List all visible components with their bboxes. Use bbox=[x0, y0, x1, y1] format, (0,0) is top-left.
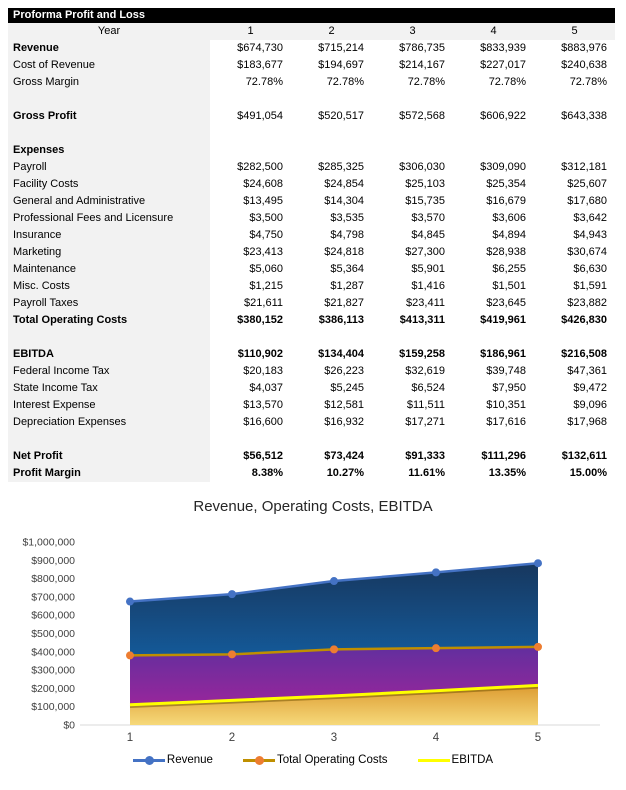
cell bbox=[372, 431, 453, 448]
cell: $282,500 bbox=[210, 159, 291, 176]
cell bbox=[534, 91, 615, 108]
cell: $4,037 bbox=[210, 380, 291, 397]
cell bbox=[372, 329, 453, 346]
chart-title: Revenue, Operating Costs, EBITDA bbox=[193, 498, 433, 515]
cell: $1,215 bbox=[210, 278, 291, 295]
cell bbox=[210, 91, 291, 108]
cell: $30,674 bbox=[534, 244, 615, 261]
cell: $132,611 bbox=[534, 448, 615, 465]
cell: 13.35% bbox=[453, 465, 534, 482]
table-grid bbox=[8, 23, 615, 482]
row-label: Gross Profit bbox=[8, 108, 210, 125]
data-point-marker bbox=[330, 577, 338, 585]
cell: $194,697 bbox=[291, 57, 372, 74]
y-axis-tick-label: $700,000 bbox=[31, 591, 75, 604]
cell: $606,922 bbox=[453, 108, 534, 125]
legend-item-2 bbox=[243, 751, 388, 769]
row-label: Depreciation Expenses bbox=[8, 414, 210, 431]
cell bbox=[210, 431, 291, 448]
cell bbox=[534, 142, 615, 159]
cell: $4,845 bbox=[372, 227, 453, 244]
cell: $159,258 bbox=[372, 346, 453, 363]
cell: $240,638 bbox=[534, 57, 615, 74]
cell: $3,570 bbox=[372, 210, 453, 227]
cell: 8.38% bbox=[210, 465, 291, 482]
cell: $3,606 bbox=[453, 210, 534, 227]
cell: $183,677 bbox=[210, 57, 291, 74]
cell: $73,424 bbox=[291, 448, 372, 465]
cell: $23,413 bbox=[210, 244, 291, 261]
cell: $10,351 bbox=[453, 397, 534, 414]
cell: $786,735 bbox=[372, 40, 453, 57]
cell: $17,616 bbox=[453, 414, 534, 431]
cell: $1,287 bbox=[291, 278, 372, 295]
row-label: Facility Costs bbox=[8, 176, 210, 193]
cell: $674,730 bbox=[210, 40, 291, 57]
cell: $17,680 bbox=[534, 193, 615, 210]
legend-line-icon bbox=[243, 751, 275, 769]
cell: $715,214 bbox=[291, 40, 372, 57]
row-label: Payroll Taxes bbox=[8, 295, 210, 312]
row-label: Net Profit bbox=[8, 448, 210, 465]
cell: 72.78% bbox=[453, 74, 534, 91]
cell bbox=[372, 142, 453, 159]
data-point-marker bbox=[126, 598, 134, 606]
cell: $7,950 bbox=[453, 380, 534, 397]
cell: $17,271 bbox=[372, 414, 453, 431]
legend-label: Revenue bbox=[166, 754, 213, 766]
cell: $306,030 bbox=[372, 159, 453, 176]
row-label: Cost of Revenue bbox=[8, 57, 210, 74]
cell: $413,311 bbox=[372, 312, 453, 329]
cell: $3,500 bbox=[210, 210, 291, 227]
cell bbox=[453, 142, 534, 159]
cell bbox=[453, 431, 534, 448]
row-label: Gross Margin bbox=[8, 74, 210, 91]
cell: $110,902 bbox=[210, 346, 291, 363]
table-title-bar bbox=[8, 8, 615, 23]
data-point-marker bbox=[534, 643, 542, 651]
row-label bbox=[8, 125, 210, 142]
cell bbox=[372, 91, 453, 108]
data-point-marker bbox=[432, 644, 440, 652]
year-col-header: 1 bbox=[210, 23, 291, 40]
cell: $572,568 bbox=[372, 108, 453, 125]
cell: 72.78% bbox=[534, 74, 615, 91]
cell: $23,411 bbox=[372, 295, 453, 312]
cell: $24,854 bbox=[291, 176, 372, 193]
cell bbox=[534, 431, 615, 448]
cell: $21,611 bbox=[210, 295, 291, 312]
cell: $14,304 bbox=[291, 193, 372, 210]
y-axis-tick-label: $400,000 bbox=[31, 646, 75, 659]
cell: $134,404 bbox=[291, 346, 372, 363]
legend-item-1 bbox=[133, 751, 213, 769]
cell bbox=[291, 329, 372, 346]
y-axis-tick-label: $300,000 bbox=[31, 664, 75, 677]
cell: $24,818 bbox=[291, 244, 372, 261]
cell: $216,508 bbox=[534, 346, 615, 363]
year-row-label: Year bbox=[8, 23, 210, 40]
data-point-marker bbox=[126, 651, 134, 659]
cell: $312,181 bbox=[534, 159, 615, 176]
x-axis-tick-label: 5 bbox=[534, 732, 542, 744]
cell bbox=[291, 91, 372, 108]
legend-line-icon bbox=[133, 751, 165, 769]
cell: $5,245 bbox=[291, 380, 372, 397]
cell: $4,750 bbox=[210, 227, 291, 244]
cell: $16,679 bbox=[453, 193, 534, 210]
row-label bbox=[8, 431, 210, 448]
cell: $883,976 bbox=[534, 40, 615, 57]
legend-label: EBITDA bbox=[451, 754, 494, 766]
cell: $186,961 bbox=[453, 346, 534, 363]
cell: $1,501 bbox=[453, 278, 534, 295]
cell: $32,619 bbox=[372, 363, 453, 380]
cell bbox=[291, 431, 372, 448]
cell: $111,296 bbox=[453, 448, 534, 465]
cell: 10.27% bbox=[291, 465, 372, 482]
y-axis-tick-label: $800,000 bbox=[31, 573, 75, 586]
cell: $15,735 bbox=[372, 193, 453, 210]
cell bbox=[534, 329, 615, 346]
cell bbox=[210, 329, 291, 346]
cell: $5,364 bbox=[291, 261, 372, 278]
y-axis-tick-label: $1,000,000 bbox=[22, 536, 75, 549]
cell: $4,943 bbox=[534, 227, 615, 244]
cell: $21,827 bbox=[291, 295, 372, 312]
cell: $4,798 bbox=[291, 227, 372, 244]
cell: $5,060 bbox=[210, 261, 291, 278]
data-point-marker bbox=[228, 590, 236, 598]
cell: 15.00% bbox=[534, 465, 615, 482]
cell bbox=[210, 125, 291, 142]
row-label: Misc. Costs bbox=[8, 278, 210, 295]
cell: $13,495 bbox=[210, 193, 291, 210]
cell: $25,607 bbox=[534, 176, 615, 193]
x-axis-tick-label: 2 bbox=[228, 732, 236, 744]
cell: $426,830 bbox=[534, 312, 615, 329]
cell: $833,939 bbox=[453, 40, 534, 57]
cell bbox=[534, 125, 615, 142]
cell: $16,932 bbox=[291, 414, 372, 431]
cell: $47,361 bbox=[534, 363, 615, 380]
cell bbox=[453, 125, 534, 142]
cell: $227,017 bbox=[453, 57, 534, 74]
year-col-header: 3 bbox=[372, 23, 453, 40]
row-label: Federal Income Tax bbox=[8, 363, 210, 380]
cell: $4,894 bbox=[453, 227, 534, 244]
y-axis-tick-label: $100,000 bbox=[31, 701, 75, 714]
data-point-marker bbox=[228, 650, 236, 658]
cell: $91,333 bbox=[372, 448, 453, 465]
y-axis-tick-label: $900,000 bbox=[31, 554, 75, 567]
chart-legend bbox=[0, 751, 626, 769]
cell: $24,608 bbox=[210, 176, 291, 193]
cell: $9,096 bbox=[534, 397, 615, 414]
legend-line-icon bbox=[418, 751, 450, 769]
cell bbox=[210, 142, 291, 159]
cell: $491,054 bbox=[210, 108, 291, 125]
row-label: Professional Fees and Licensure bbox=[8, 210, 210, 227]
x-axis-tick-label: 4 bbox=[432, 732, 440, 744]
year-col-header: 2 bbox=[291, 23, 372, 40]
cell: $11,511 bbox=[372, 397, 453, 414]
row-label: State Income Tax bbox=[8, 380, 210, 397]
cell: 11.61% bbox=[372, 465, 453, 482]
data-point-marker bbox=[432, 568, 440, 576]
row-label: General and Administrative bbox=[8, 193, 210, 210]
cell: $1,591 bbox=[534, 278, 615, 295]
cell: $9,472 bbox=[534, 380, 615, 397]
cell bbox=[291, 142, 372, 159]
cell: $12,581 bbox=[291, 397, 372, 414]
cell: $3,642 bbox=[534, 210, 615, 227]
cell: $6,524 bbox=[372, 380, 453, 397]
cell: $23,645 bbox=[453, 295, 534, 312]
row-label bbox=[8, 91, 210, 108]
cell: $17,968 bbox=[534, 414, 615, 431]
cell bbox=[372, 125, 453, 142]
cell: $13,570 bbox=[210, 397, 291, 414]
row-label bbox=[8, 329, 210, 346]
row-label: Interest Expense bbox=[8, 397, 210, 414]
cell: $5,901 bbox=[372, 261, 453, 278]
row-label: Payroll bbox=[8, 159, 210, 176]
x-axis-tick-label: 3 bbox=[330, 732, 338, 744]
cell: $1,416 bbox=[372, 278, 453, 295]
cell: $16,600 bbox=[210, 414, 291, 431]
cell: $419,961 bbox=[453, 312, 534, 329]
cell: $386,113 bbox=[291, 312, 372, 329]
legend-label: Total Operating Costs bbox=[276, 754, 388, 766]
cell: $309,090 bbox=[453, 159, 534, 176]
data-point-marker bbox=[534, 559, 542, 567]
cell: 72.78% bbox=[291, 74, 372, 91]
cell: $380,152 bbox=[210, 312, 291, 329]
cell: $27,300 bbox=[372, 244, 453, 261]
row-label: EBITDA bbox=[8, 346, 210, 363]
cell: $28,938 bbox=[453, 244, 534, 261]
row-label: Insurance bbox=[8, 227, 210, 244]
y-axis-tick-label: $600,000 bbox=[31, 609, 75, 622]
cell: $3,535 bbox=[291, 210, 372, 227]
cell: 72.78% bbox=[210, 74, 291, 91]
cell bbox=[291, 125, 372, 142]
row-label: Expenses bbox=[8, 142, 210, 159]
y-axis-tick-label: $0 bbox=[63, 719, 75, 732]
year-col-header: 5 bbox=[534, 23, 615, 40]
year-col-header: 4 bbox=[453, 23, 534, 40]
area-chart bbox=[0, 517, 626, 749]
cell bbox=[453, 329, 534, 346]
cell bbox=[453, 91, 534, 108]
cell: $6,630 bbox=[534, 261, 615, 278]
row-label: Marketing bbox=[8, 244, 210, 261]
proforma-table-section bbox=[8, 8, 615, 482]
legend-item-3 bbox=[418, 751, 494, 769]
cell: $214,167 bbox=[372, 57, 453, 74]
cell: 72.78% bbox=[372, 74, 453, 91]
x-axis-tick-label: 1 bbox=[126, 732, 134, 744]
chart-section bbox=[0, 497, 626, 769]
cell: $39,748 bbox=[453, 363, 534, 380]
cell: $285,325 bbox=[291, 159, 372, 176]
cell: $23,882 bbox=[534, 295, 615, 312]
cell: $56,512 bbox=[210, 448, 291, 465]
y-axis-tick-label: $200,000 bbox=[31, 682, 75, 695]
table-title: Proforma Profit and Loss bbox=[13, 9, 146, 21]
row-label: Maintenance bbox=[8, 261, 210, 278]
cell: $25,103 bbox=[372, 176, 453, 193]
cell: $25,354 bbox=[453, 176, 534, 193]
data-point-marker bbox=[330, 645, 338, 653]
cell: $643,338 bbox=[534, 108, 615, 125]
cell: $20,183 bbox=[210, 363, 291, 380]
cell: $6,255 bbox=[453, 261, 534, 278]
cell: $26,223 bbox=[291, 363, 372, 380]
cell: $520,517 bbox=[291, 108, 372, 125]
row-label: Total Operating Costs bbox=[8, 312, 210, 329]
y-axis-tick-label: $500,000 bbox=[31, 628, 75, 640]
row-label: Revenue bbox=[8, 40, 210, 57]
row-label: Profit Margin bbox=[8, 465, 210, 482]
